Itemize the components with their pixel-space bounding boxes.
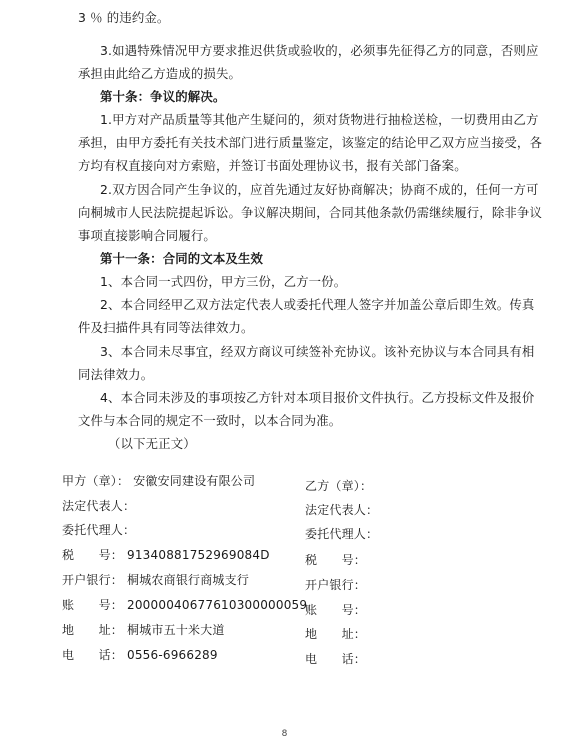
clause-text-line: 承担由此给乙方造成的损失。 [78, 66, 242, 81]
party-b-phone-label: 电 话： [305, 652, 367, 666]
clause-text-line: 4、本合同未涉及的事项按乙方针对本项目报价文件执行。乙方投标文件及报价 [100, 390, 535, 405]
party-b-account-label: 账 号： [305, 603, 367, 617]
party-a-label: 甲方（章）： [62, 474, 130, 488]
party-a-account-number: 20000040677610300000059 [127, 598, 308, 612]
clause-text-line: 同法律效力。 [78, 367, 154, 382]
party-a-name: 安徽安同建设有限公司 [133, 474, 256, 488]
party-a-tax-label: 税 号： [62, 548, 124, 562]
section-heading-article-11: 第十一条：合同的文本及生效 [100, 251, 264, 266]
clause-text-line: 向桐城市人民法院提起诉讼。争议解决期间，合同其他条款仍需继续履行，除非争议 [78, 205, 543, 220]
clause-text-line: 2、本合同经甲乙双方法定代表人或委托代理人签字并加盖公章后即生效。传真 [100, 297, 535, 312]
party-a-phone-label: 电 话： [62, 648, 124, 662]
party-a-account-label: 账 号： [62, 598, 124, 612]
party-b-label: 乙方（章）： [305, 479, 373, 493]
party-b-seal-row [305, 478, 372, 494]
party-b-rep-row [305, 502, 378, 518]
party-a-rep-label: 法定代表人： [62, 499, 136, 513]
clause-text-line: 2.双方因合同产生争议的，应首先通过友好协商解决；协商不成的，任何一方可 [100, 182, 539, 197]
clause-text-line: 承担，由甲方委托有关技术部门进行质量鉴定，该鉴定的结论甲乙双方应当接受，各 [78, 135, 543, 150]
party-b-agent-label: 委托代理人： [305, 527, 379, 541]
clause-text-line: 3、本合同未尽事宜，经双方商议可续签补充协议。该补充协议与本合同具有相 [100, 344, 535, 359]
party-a-phone-row [62, 647, 218, 663]
party-b-phone-row [305, 651, 366, 667]
page-number: 8 [281, 729, 288, 739]
party-b-address-row [305, 626, 366, 642]
party-a-bank-name: 桐城农商银行商城支行 [127, 573, 250, 587]
section-heading-article-10: 第十条：争议的解决。 [100, 89, 226, 104]
clause-text-line: 方均有权直接向对方索赔，并签订书面处理协议书，报有关部门备案。 [78, 158, 467, 173]
party-a-seal-row [62, 473, 255, 489]
party-a-agent-label: 委托代理人： [62, 523, 136, 537]
party-b-rep-label: 法定代表人： [305, 503, 379, 517]
party-a-bank-label: 开户银行： [62, 573, 124, 587]
party-b-tax-row [305, 552, 366, 568]
party-b-account-row [305, 602, 366, 618]
clause-text-line: 事项直接影响合同履行。 [78, 228, 216, 243]
party-b-address-label: 地 址： [305, 627, 367, 641]
party-a-address-row [62, 622, 225, 638]
party-a-phone: 0556-6966289 [127, 648, 218, 662]
clause-text-line: 件及扫描件具有同等法律效力。 [78, 320, 254, 335]
party-a-agent-row [62, 522, 135, 538]
clause-text-line: 3 ％ 的违约金。 [78, 10, 170, 25]
end-of-text-note: （以下无正文） [108, 436, 196, 451]
party-a-bank-row [62, 572, 249, 588]
party-b-agent-row [305, 526, 378, 542]
party-a-tax-row [62, 547, 270, 563]
clause-text-line: 3.如遇特殊情况甲方要求推迟供货或验收的，必须事先征得乙方的同意，否则应 [100, 43, 539, 58]
party-a-rep-row [62, 498, 135, 514]
party-a-tax-number: 91340881752969084D [127, 548, 270, 562]
clause-text-line: 1、本合同一式四份，甲方三份，乙方一份。 [100, 274, 347, 289]
clause-text-line: 1.甲方对产品质量等其他产生疑问的，须对货物进行抽检送检，一切费用由乙方 [100, 112, 539, 127]
party-a-account-row [62, 597, 307, 613]
party-b-bank-label: 开户银行： [305, 578, 367, 592]
party-b-bank-row [305, 577, 366, 593]
party-b-tax-label: 税 号： [305, 553, 367, 567]
clause-text-line: 文件与本合同的规定不一致时，以本合同为准。 [78, 413, 342, 428]
party-a-address-label: 地 址： [62, 623, 124, 637]
party-a-address: 桐城市五十米大道 [127, 623, 225, 637]
